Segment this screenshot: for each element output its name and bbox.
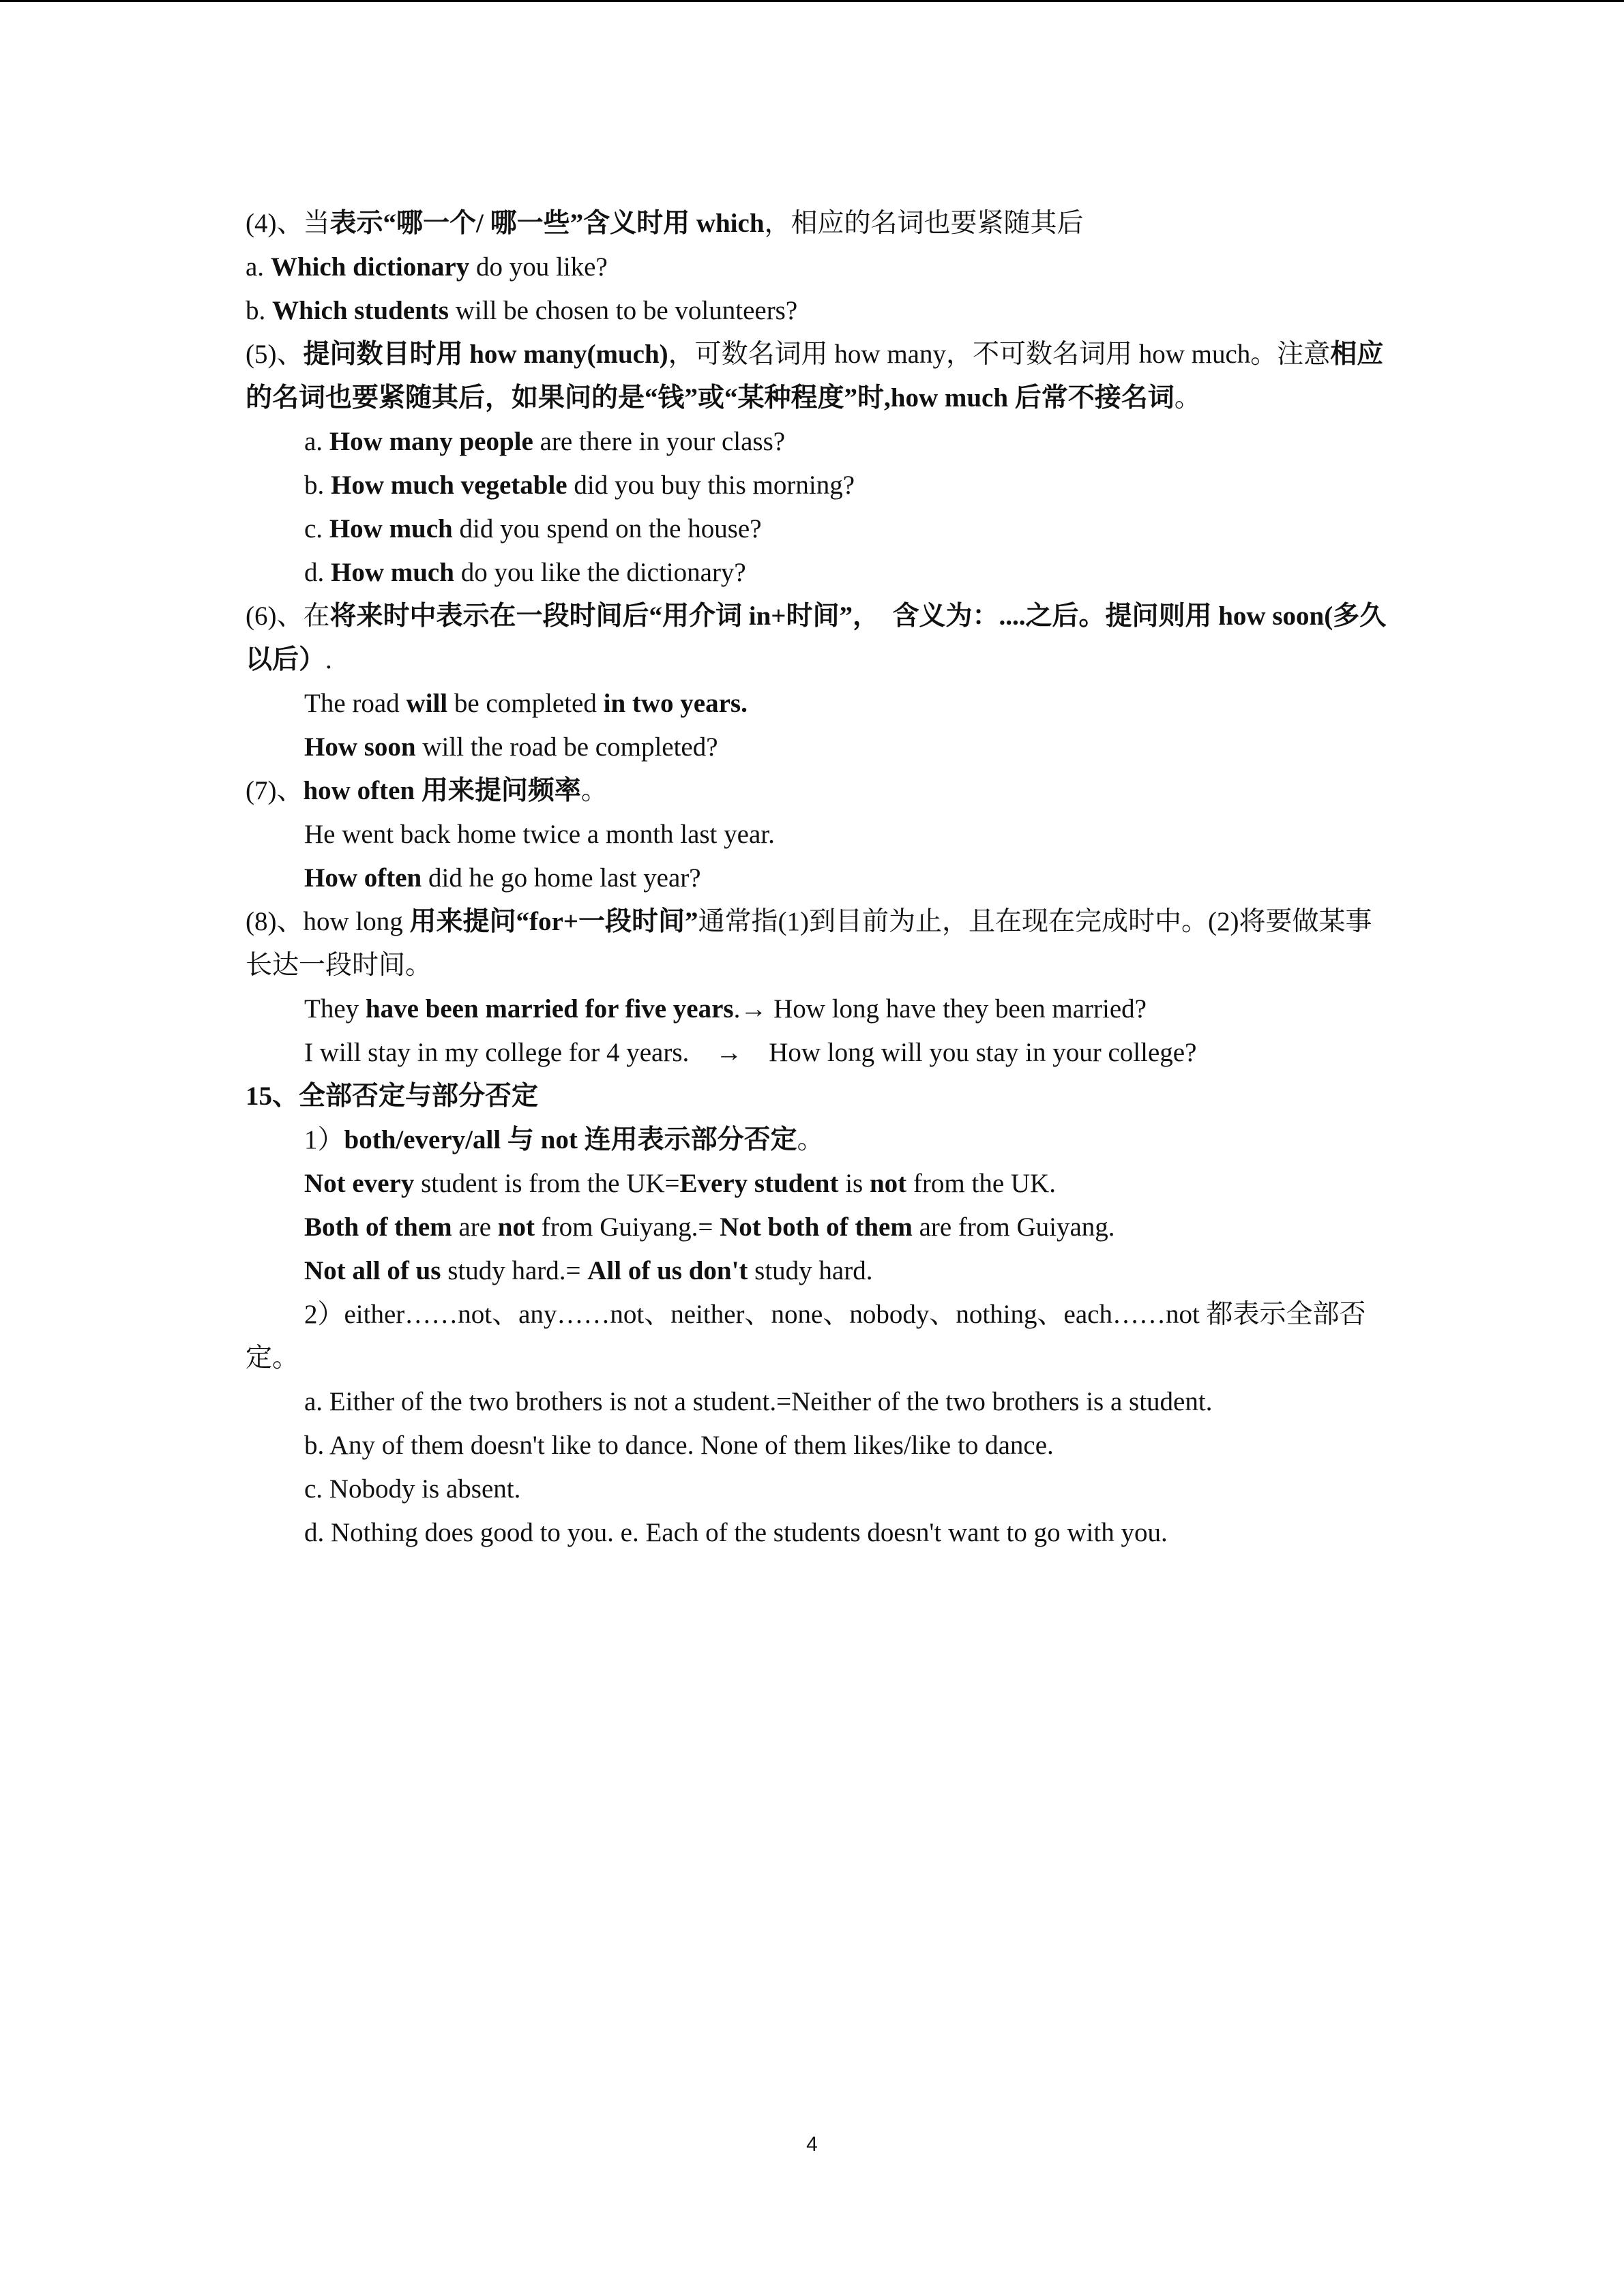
- bold-text: How soon: [304, 732, 416, 762]
- text-line: [246, 333, 1391, 420]
- text-run: b.: [246, 296, 272, 325]
- bold-text: Not both of them: [720, 1212, 913, 1242]
- text-line: [246, 289, 1391, 333]
- text-run: b. Any of them doesn't like to dance. None of them likes/like to dance.: [304, 1431, 1054, 1460]
- text-run: I will stay in my college for 4 years. → How long will you stay in your college?: [304, 1038, 1197, 1067]
- text-line: [246, 595, 1391, 682]
- text-run: 。: [797, 1125, 824, 1154]
- text-line: [246, 1380, 1391, 1424]
- text-run: do you like the dictionary?: [454, 558, 746, 587]
- text-run: a.: [304, 427, 329, 456]
- bold-text: how often 用来提问频率: [303, 776, 581, 805]
- bold-text: in two years.: [603, 689, 748, 718]
- bold-text: How much: [329, 514, 453, 543]
- bold-text: How often: [304, 863, 422, 893]
- text-run: a.: [246, 252, 271, 282]
- text-line: [246, 1249, 1391, 1293]
- bold-text: Which students: [272, 296, 449, 325]
- text-run: c.: [304, 514, 329, 543]
- text-run: (8)、how long: [246, 907, 410, 936]
- document-body: [246, 202, 1391, 1555]
- bold-text: Not every: [304, 1169, 415, 1198]
- text-run: is: [838, 1169, 870, 1198]
- text-run: 2）either……not、any……not、neither、none、nobody、nothing、each……not 都表示全部否定。: [246, 1300, 1366, 1373]
- text-line: [246, 1162, 1391, 1206]
- text-run: 通常指(1)到目前为止，且在现在完成时中。(2)将要做某事长达一段时间。: [246, 907, 1372, 980]
- text-line: [246, 769, 1391, 813]
- bold-text: Every student: [679, 1169, 839, 1198]
- text-line: [246, 1118, 1391, 1162]
- text-run: d.: [304, 558, 331, 587]
- text-line: [246, 726, 1391, 769]
- page-number: 4: [806, 2133, 818, 2156]
- text-run: from the UK.: [906, 1169, 1056, 1198]
- text-line: [246, 1511, 1391, 1555]
- bold-text: How many people: [329, 427, 533, 456]
- text-run: will the road be completed?: [415, 732, 718, 762]
- bold-text: both/every/all 与 not 连用表示部分否定: [344, 1125, 797, 1154]
- bold-text: Not all of us: [304, 1256, 441, 1285]
- text-run: (7)、: [246, 776, 304, 805]
- text-run: a. Either of the two brothers is not a student.=Neither of the two brothers is a student.: [304, 1387, 1213, 1416]
- text-line: [246, 1424, 1391, 1467]
- text-run: are from Guiyang.: [912, 1212, 1115, 1242]
- text-run: .→ How long have they been married?: [733, 994, 1147, 1024]
- text-run: did you spend on the house?: [452, 514, 762, 543]
- text-run: (4)、当: [246, 209, 330, 238]
- text-run: (5)、: [246, 340, 304, 369]
- text-line: [246, 202, 1391, 245]
- text-run: are there in your class?: [533, 427, 786, 456]
- bold-text: 将来时中表示在一段时间后“用介词 in+时间”， 含义为：....之后。提问则用 how soon(多久以后）: [246, 601, 1387, 674]
- text-run: will be chosen to be volunteers?: [448, 296, 798, 325]
- text-line: [246, 1206, 1391, 1249]
- text-run: study hard.=: [441, 1256, 588, 1285]
- bold-text: 表示“哪一个/ 哪一些”含义时用 which: [329, 209, 765, 238]
- text-line: [246, 1075, 1391, 1118]
- text-run: student is from the UK=: [414, 1169, 680, 1198]
- text-run: study hard.: [748, 1256, 873, 1285]
- text-run: did you buy this morning?: [567, 471, 855, 500]
- text-line: [246, 420, 1391, 464]
- bold-text: All of us don't: [587, 1256, 748, 1285]
- bold-text: 相应的名词也要紧随其后，如果问的是“钱”或“某种程度”时,how much 后常不接名词: [246, 340, 1384, 413]
- text-line: [246, 1293, 1391, 1380]
- bold-text: will: [406, 689, 448, 718]
- top-border: [0, 0, 1624, 2]
- text-line: [246, 856, 1391, 900]
- text-run: be completed: [447, 689, 604, 718]
- text-line: [246, 464, 1391, 507]
- text-run: 1）: [304, 1125, 344, 1154]
- bold-text: How much: [331, 558, 454, 587]
- text-run: (6)、在: [246, 601, 330, 631]
- bold-text: not: [497, 1212, 535, 1242]
- bold-text: have been married for five years: [365, 994, 734, 1024]
- text-run: d. Nothing does good to you. e. Each of the students doesn't want to go with you.: [304, 1518, 1168, 1547]
- text-run: c. Nobody is absent.: [304, 1474, 521, 1504]
- text-run: b.: [304, 471, 331, 500]
- text-run: from Guiyang.=: [534, 1212, 720, 1242]
- bold-text: 提问数目时用 how many(much): [303, 340, 668, 369]
- text-run: .: [325, 645, 332, 674]
- text-line: [246, 813, 1391, 856]
- bold-text: Both of them: [304, 1212, 452, 1242]
- text-line: [246, 245, 1391, 289]
- text-run: did he go home last year?: [422, 863, 701, 893]
- text-line: [246, 1467, 1391, 1511]
- text-line: [246, 987, 1391, 1031]
- text-run: The road: [304, 689, 407, 718]
- text-line: [246, 900, 1391, 987]
- text-run: 。: [1174, 383, 1201, 413]
- text-line: [246, 551, 1391, 595]
- text-run: He went back home twice a month last year.: [304, 820, 775, 849]
- text-run: are: [452, 1212, 498, 1242]
- bold-text: How much vegetable: [331, 471, 567, 500]
- text-run: ，相应的名词也要紧随其后: [764, 209, 1084, 238]
- text-run: 。: [580, 776, 608, 805]
- bold-text: 用来提问“for+一段时间”: [409, 907, 698, 936]
- text-run: They: [304, 994, 366, 1024]
- text-line: [246, 507, 1391, 551]
- bold-text: not: [869, 1169, 907, 1198]
- text-run: do you like?: [469, 252, 608, 282]
- bold-text: 15、全部否定与部分否定: [246, 1082, 539, 1111]
- bold-text: Which dictionary: [270, 252, 470, 282]
- text-line: [246, 1031, 1391, 1075]
- text-run: ，可数名词用 how many，不可数名词用 how much。注意: [668, 340, 1331, 369]
- text-line: [246, 682, 1391, 726]
